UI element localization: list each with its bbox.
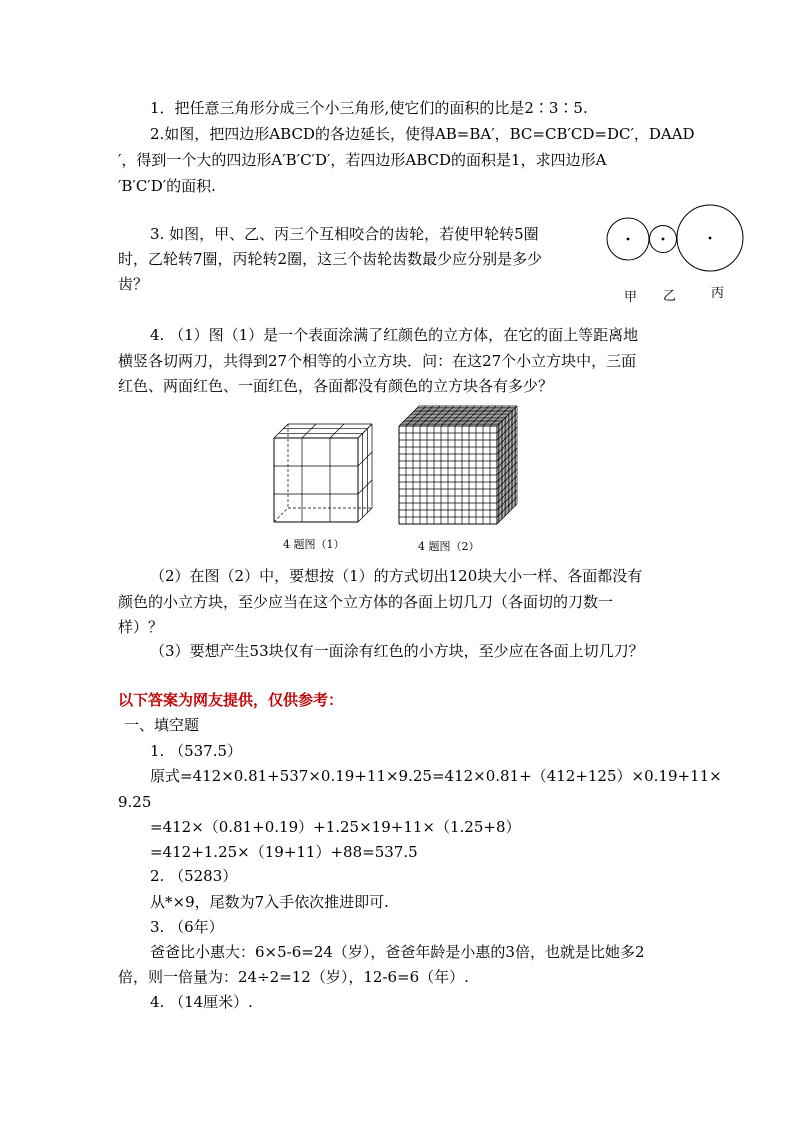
problem-4-line-2: 横竖各切两刀，共得到27个相等的小立方块．问：在这27个小立方块中，三面 (118, 352, 637, 370)
answer-1-line-4: =412+1.25×（19+11）+88=537.5 (150, 843, 418, 861)
problem-2-line-1: 2.如图，把四边形ABCD的各边延长，使得AB=BA′，BC=CB′CD=DC′，DAAD (150, 125, 695, 143)
problem-4-line-1: 4. （1）图（1）是一个表面涂满了红颜色的立方体，在它的面上等距离地 (150, 326, 639, 344)
answer-1-line-2: 9.25 (118, 793, 152, 811)
problem-2-line-3: ′B′C′D′的面积. (118, 177, 216, 195)
answer-3: 3. （6年） (150, 918, 224, 936)
answer-4: 4. （14厘米）. (150, 993, 253, 1011)
problem-4c-line-1: （3）要想产生53块仅有一面涂有红色的小方块，至少应在各面上切几刀？ (150, 642, 644, 660)
gear-label-jia: 甲 (624, 290, 638, 305)
answers-section-title: 一、填空题 (124, 716, 200, 734)
problem-3-line-3: 齿？ (118, 275, 149, 293)
problem-3-line-1: 3. 如图，甲、乙、丙三个互相咬合的齿轮，若使甲轮转5圈 (150, 225, 539, 243)
answers-header: 以下答案为网友提供，仅供参考： (118, 691, 344, 709)
answer-3-line-2: 倍，则一倍量为：24÷2=12（岁），12-6=6（年）. (118, 968, 469, 986)
gear-label-bing: 丙 (711, 286, 725, 301)
answer-1: 1. （537.5） (150, 742, 243, 760)
cube-figure-2 (395, 400, 525, 530)
problem-4b-line-2: 颜色的小立方块，至少应当在这个立方体的各面上切几刀（各面切的刀数一 (118, 593, 614, 611)
cube-figure-1 (268, 418, 378, 528)
answer-2: 2. （5283） (150, 867, 238, 885)
answer-2-line-1: 从*×9，尾数为7入手依次推进即可. (150, 893, 389, 911)
problem-2-line-2: ′，得到一个大的四边形A′B′C′D′，若四边形ABCD的面积是1，求四边形A (118, 151, 607, 169)
answer-1-line-1: 原式=412×0.81+537×0.19+11×9.25=412×0.81+（412+125）×0.19+11× (150, 767, 722, 785)
answer-3-line-1: 爸爸比小惠大：6×5-6=24（岁），爸爸年龄是小惠的3倍，也就是比她多2 (150, 943, 645, 961)
fig2-caption: 4 题图（2） (418, 540, 480, 553)
problem-1: 1．把任意三角形分成三个小三角形,使它们的面积的比是2∶3∶5. (150, 99, 588, 117)
problem-4-line-3: 红色、两面红色、一面红色，各面都没有颜色的立方块各有多少？ (118, 377, 554, 395)
gears-figure (600, 200, 760, 290)
problem-4b-line-1: （2）在图（2）中，要想按（1）的方式切出120块大小一样、各面都没有 (150, 567, 643, 585)
problem-4b-line-3: 样）？ (118, 618, 164, 636)
gear-label-yi: 乙 (663, 289, 677, 304)
problem-3-line-2: 时，乙轮转7圈，丙轮转2圈，这三个齿轮齿数最少应分别是多少 (118, 250, 543, 268)
fig1-caption: 4 题图（1） (283, 538, 345, 551)
answer-1-line-3: =412×（0.81+0.19）+1.25×19+11×（1.25+8） (150, 818, 521, 836)
